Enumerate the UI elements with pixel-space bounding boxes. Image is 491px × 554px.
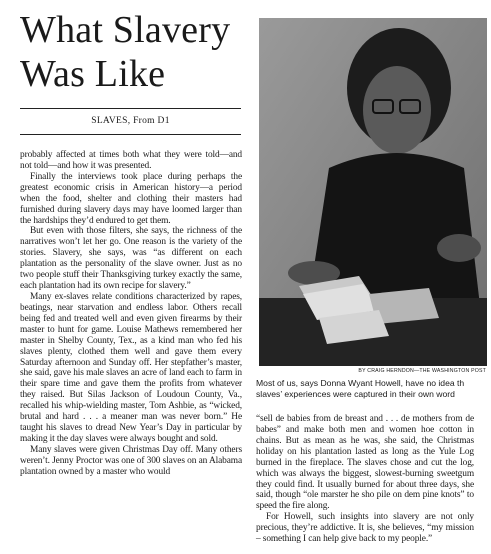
jump-line-rule xyxy=(20,134,241,135)
article-paragraph: But even with those filters, she says, the richness of the narratives won’t let her go. One reason is the variety of the stories. Slavery, she says, was “as different on each plantation as the personality of the slave owner. Just as no two people stuff their Thanksgiving turkey exactly the same, each plantation had its own recipe for slavery.” xyxy=(20,226,242,292)
article-paragraph: Many ex-slaves relate conditions characterized by rapes, beatings, near starvation and endless labor. Others recall being fed and treated well and even given firearms by their master to hunt for game. Louise Mathews remembered her master in Shelby County, Tex., as a kind man who fed his slaves plenty, clothed them well and gave them every Saturday afternoon and Sunday off. Her stepfather’s master, she said, gave his male slaves an acre of land each to farm in their spare time and gave them the profits from whatever they raised. But Silas Jackson of Loudoun County, Va., recalled his whip-wielding master, Tom Ashbie, as “wicked, brutal and hard . . . a meaner man was never born.” He taught his slaves to dread New Year’s Day in particular by making it the day slaves were always bought and sold. xyxy=(20,291,242,444)
article-column-right xyxy=(256,414,474,545)
caption-line-1: Most of us, says Donna Wyant Howell, have no idea th xyxy=(256,378,465,388)
portrait-photo xyxy=(259,18,487,366)
article-column-left xyxy=(20,150,242,478)
article-paragraph: probably affected at times both what they were told—and not told—and how it was presented. xyxy=(20,150,242,171)
headline-line-1: What Slavery xyxy=(20,9,231,51)
headline-line-2: Was Like xyxy=(20,53,166,95)
caption-line-2: slaves’ experiences were captured in their own word xyxy=(256,388,455,399)
photo-illustration xyxy=(259,18,487,366)
headline xyxy=(20,8,248,96)
photo-credit: BY CRAIG HERNDON—THE WASHINGTON POST xyxy=(358,368,486,374)
article-paragraph: Many slaves were given Christmas Day off. Many others weren’t. Jenny Proctor was one of 300 slaves on an Alabama plantation owned by a master who would xyxy=(20,444,242,477)
article-paragraph: For Howell, such insights into slavery are not only precious, they’re addictive. It is, she believes, “my mission – something I can help give back to my people.” xyxy=(256,512,474,545)
headline-rule xyxy=(20,108,241,109)
photo-caption xyxy=(256,378,488,399)
article-paragraph: Finally the interviews took place during perhaps the greatest economic crisis in American history—a period when the food, shelter and clothing their masters had furnished during slavery days may have loomed larger than the hardships they’d endured to get them. xyxy=(20,171,242,226)
jump-line: SLAVES, From D1 xyxy=(91,116,170,126)
article-paragraph: “sell de babies from de breast and . . . de mothers from de babes” and make both men and women hoe cotton in chains. But as mean as he was, she said, the Christmas holiday on his plantation lasted as long as the Yule Log burned in the fireplace. The slaves chose and cut the log, which was always the biggest, slowest-burning sweetgum they could find. It usually burned for about three days, she said, though “ole marster he sho pile on dem pine knots” to speed the fire along. xyxy=(256,414,474,512)
